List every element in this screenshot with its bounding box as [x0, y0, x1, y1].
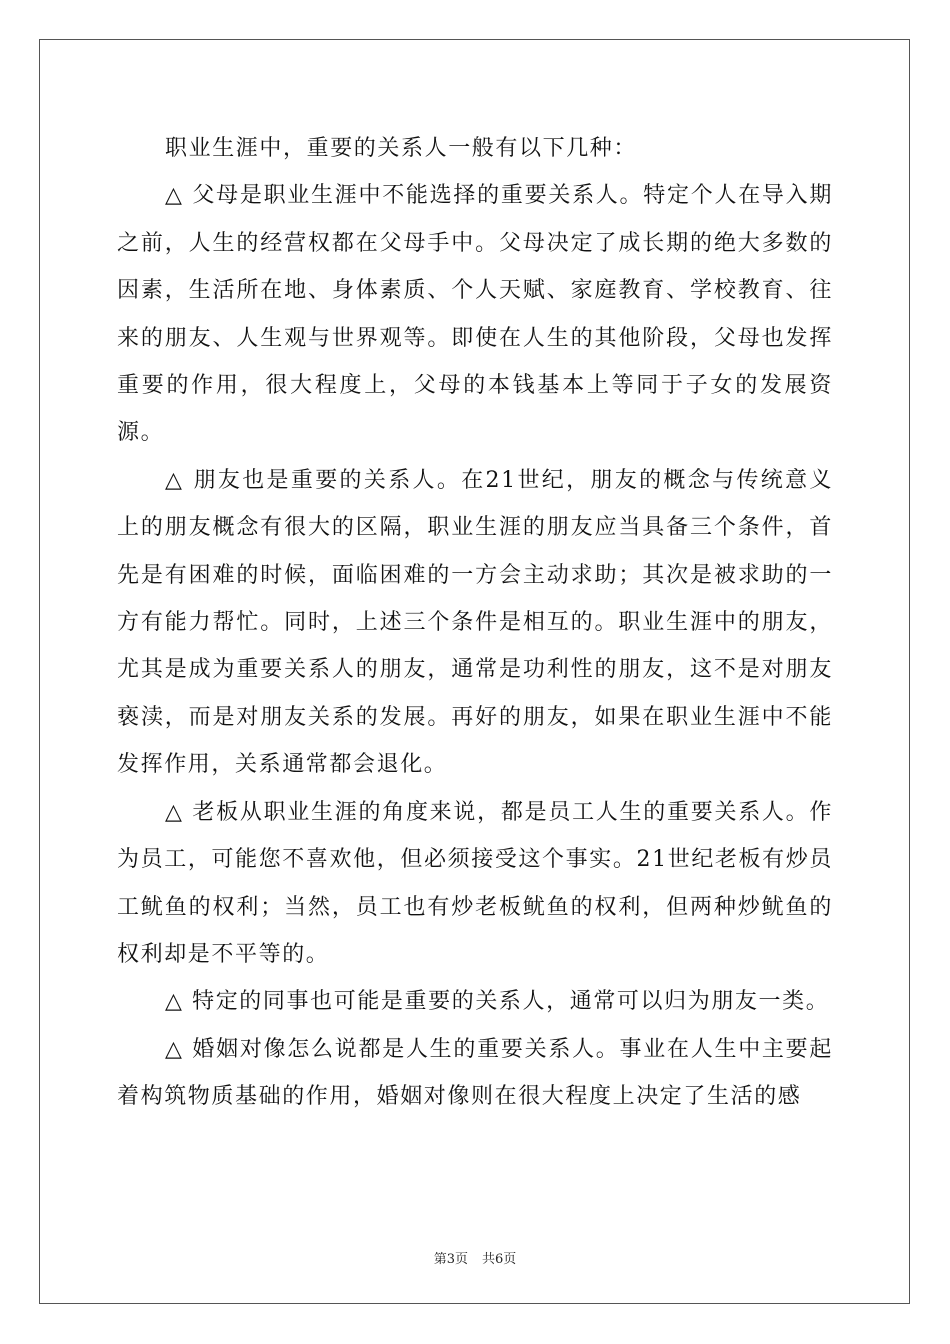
page-number: 第3页 — [433, 1252, 468, 1267]
paragraph-colleagues: △ 特定的同事也可能是重要的关系人，通常可以归为朋友一类。 — [165, 989, 830, 1015]
paragraph-boss: △ 老板从职业生涯的角度来说，都是员工人生的重要关系人。作为员工，可能您不喜欢他，但必须接受这个事实。21世纪老板有炒员工鱿鱼的权利；当然，员工也有炒老板鱿鱼的权利，但两种炒鱿鱼的权利却是不平等的。 — [117, 799, 833, 967]
paragraph-intro: 职业生涯中，重要的关系人一般有以下几种： — [165, 136, 638, 161]
page-total: 共6页 — [482, 1252, 517, 1267]
paragraph-parents: △ 父母是职业生涯中不能选择的重要关系人。特定个人在导入期之前，人生的经营权都在父母手中。父母决定了成长期的绝大多数的因素，生活所在地、身体素质、个人天赋、家庭教育、学校教育、往来的朋友、人生观与世界观等。即使在人生的其他阶段，父母也发挥重要的作用，很大程度上，父母的本钱基本上等同于子女的发展资源。 — [117, 183, 833, 446]
page-footer — [0, 1248, 950, 1267]
paragraph-friends: △ 朋友也是重要的关系人。在21世纪，朋友的概念与传统意义上的朋友概念有很大的区隔，职业生涯的朋友应当具备三个条件，首先是有困难的时候，面临困难的一方会主动求助；其次是被求助的一方有能力帮忙。同时，上述三个条件是相互的。职业生涯中的朋友，尤其是成为重要关系人的朋友，通常是功利性的朋友，这不是对朋友亵渎，而是对朋友关系的发展。再好的朋友，如果在职业生涯中不能发挥作用，关系通常都会退化。 — [117, 467, 833, 778]
document-body — [117, 125, 833, 1121]
paragraph-spouse: △ 婚姻对像怎么说都是人生的重要关系人。事业在人生中主要起着构筑物质基础的作用，婚姻对像则在很大程度上决定了生活的感 — [117, 1036, 833, 1110]
